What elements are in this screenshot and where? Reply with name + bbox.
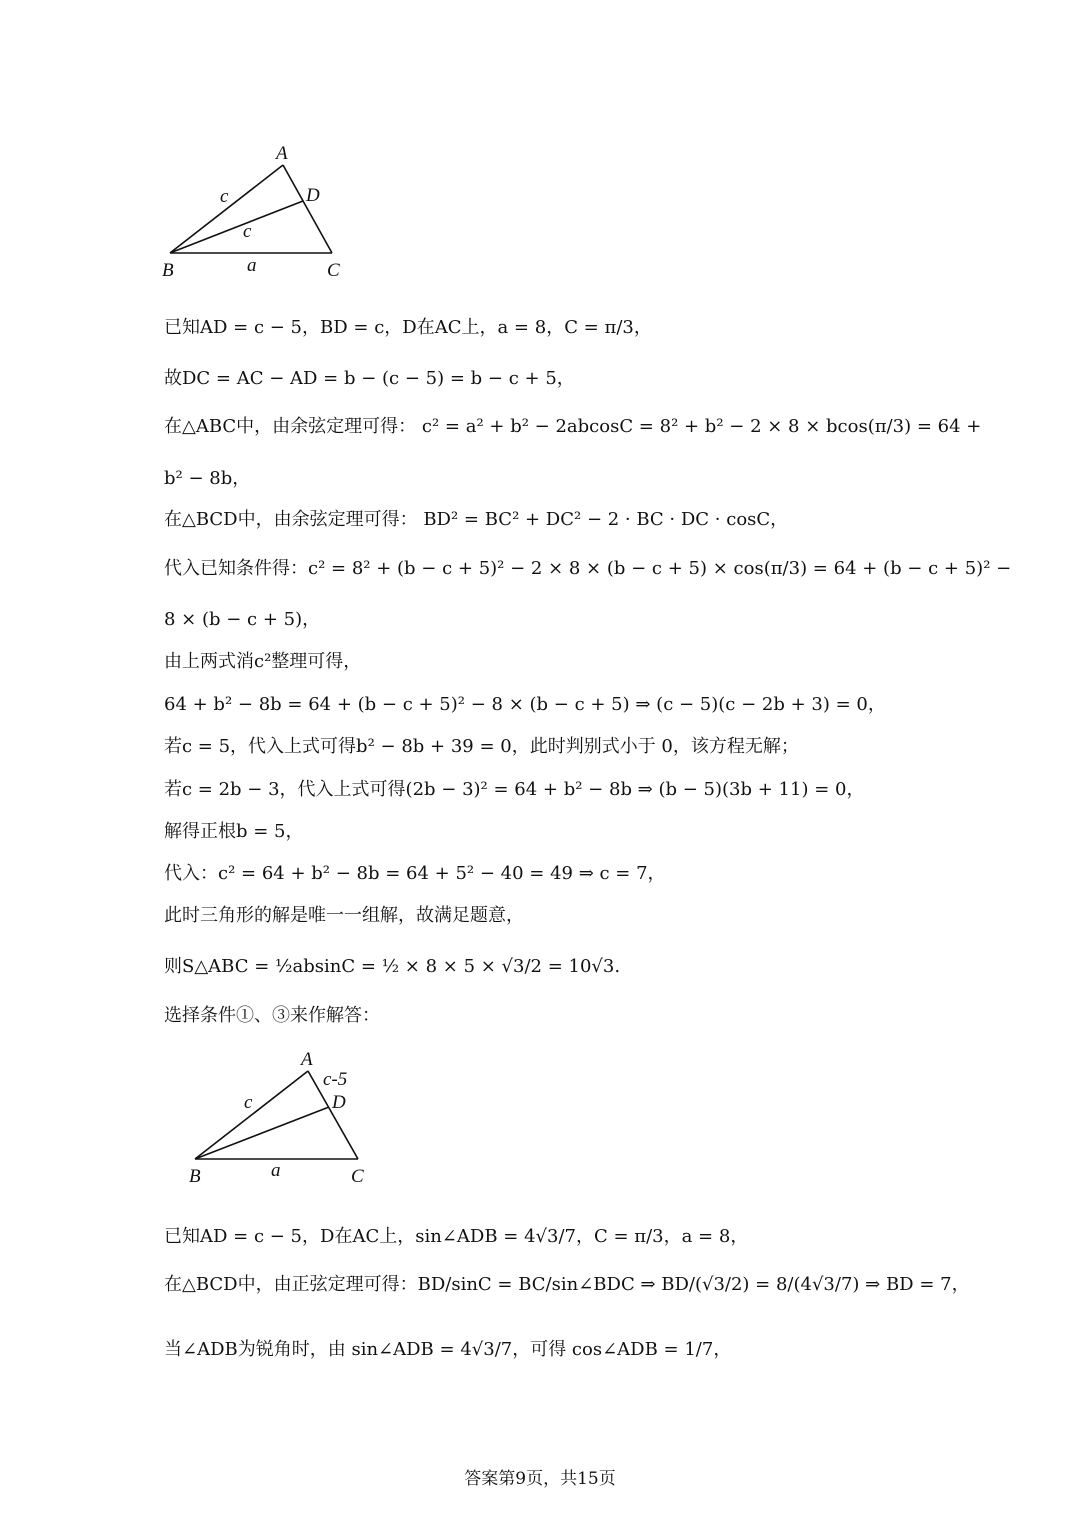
text-line-2: 故DC = AC − AD = b − (c − 5) = b − c + 5， (164, 368, 575, 389)
text-line-16: 选择条件①、③来作解答： (164, 1005, 380, 1026)
side-label-c-mid: c (243, 221, 252, 242)
vertex-label-D-2: D (332, 1092, 346, 1113)
text-line-13: 代入：c² = 64 + b² − 8b = 64 + 5² − 40 = 49 ⇒ c = 7， (164, 863, 666, 884)
side-label-a: a (247, 255, 257, 276)
text-line-6: 代入已知条件得：c² = 8² + (b − c + 5)² − 2 × 8 × (b − c + 5) × cos(π/3) = 64 + (b − c + 5)² − (164, 558, 1012, 579)
side-label-c5: c-5 (323, 1069, 348, 1090)
triangle-figure-1 (150, 140, 360, 285)
segment-AB-2 (195, 1071, 308, 1159)
text-line-9: 64 + b² − 8b = 64 + (b − c + 5)² − 8 × (b − c + 5) ⇒ (c − 5)(c − 2b + 3) = 0， (164, 694, 886, 715)
vertex-label-C: C (327, 260, 340, 281)
text-line-4: b² − 8b， (164, 468, 251, 489)
text-line-1: 已知AD = c − 5，BD = c，D在AC上，a = 8，C = π/3， (164, 317, 652, 338)
text-line-7: 8 × (b − c + 5)， (164, 609, 321, 630)
vertex-label-A: A (276, 143, 288, 164)
side-label-a-2: a (271, 1160, 281, 1181)
text-line-12: 解得正根b = 5， (164, 821, 304, 842)
triangle-figure-2 (178, 1046, 378, 1191)
vertex-label-C-2: C (351, 1166, 364, 1187)
text-line-17: 已知AD = c − 5，D在AC上，sin∠ADB = 4√3/7，C = π/3，a = 8， (164, 1226, 749, 1247)
text-line-8: 由上两式消c²整理可得， (164, 651, 362, 672)
segment-BD-2 (195, 1107, 329, 1159)
vertex-label-A-2: A (301, 1049, 313, 1070)
segment-BD (170, 201, 303, 253)
text-line-3: 在△ABC中，由余弦定理可得： c² = a² + b² − 2abcosC = 8² + b² − 2 × 8 × bcos(π/3) = 64 + (164, 416, 982, 437)
side-label-c-2: c (244, 1092, 253, 1113)
segment-AB (170, 165, 283, 253)
text-line-10: 若c = 5，代入上式可得b² − 8b + 39 = 0，此时判别式小于 0，该方程无解； (164, 736, 799, 757)
segment-AC (283, 165, 332, 253)
vertex-label-B-2: B (189, 1166, 201, 1187)
side-label-c-top: c (220, 186, 229, 207)
vertex-label-B: B (162, 260, 174, 281)
text-line-15: 则S△ABC = ½absinC = ½ × 8 × 5 × √3/2 = 10√3. (164, 956, 621, 977)
text-line-19: 当∠ADB为锐角时，由 sin∠ADB = 4√3/7，可得 cos∠ADB = 1/7， (164, 1339, 732, 1360)
text-line-11: 若c = 2b − 3，代入上式可得(2b − 3)² = 64 + b² − 8b ⇒ (b − 5)(3b + 11) = 0， (164, 779, 865, 800)
text-line-14: 此时三角形的解是唯一一组解，故满足题意， (164, 905, 524, 926)
vertex-label-D: D (306, 185, 320, 206)
page-footer: 答案第9页，共15页 (464, 1469, 616, 1489)
text-line-5: 在△BCD中，由余弦定理可得： BD² = BC² + DC² − 2 · BC · DC · cosC， (164, 509, 789, 530)
text-line-18: 在△BCD中，由正弦定理可得：BD/sinC = BC/sin∠BDC ⇒ BD/(√3/2) = 8/(4√3/7) ⇒ BD = 7， (164, 1274, 970, 1295)
